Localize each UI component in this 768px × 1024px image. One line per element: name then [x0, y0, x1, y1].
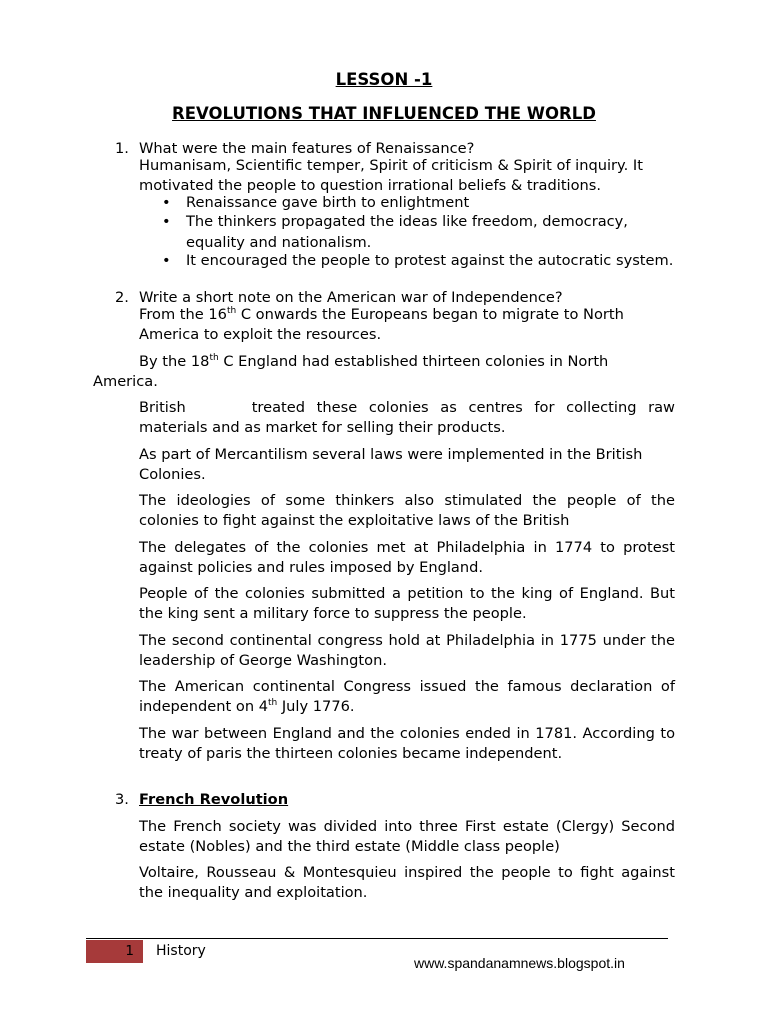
question-1-answer: Humanisam, Scientific temper, Spirit of criticism & Spirit of inquiry. It motivated the people to question irrational beliefs & traditions.: [139, 157, 643, 194]
bullet-icon: •: [162, 194, 171, 211]
footer-divider: [86, 938, 668, 939]
section-heading: French Revolution: [139, 791, 289, 808]
paragraph: The American continental Congress issued the famous declaration of independent on 4th July 1776.: [139, 678, 675, 715]
question-1-number: 1.: [115, 140, 129, 157]
bullet-icon: •: [162, 252, 171, 269]
paragraph: British treated these colonies as centres for collecting raw materials and as market for selling their products.: [139, 399, 675, 436]
paragraph: The French society was divided into three First estate (Clergy) Second estate (Nobles) and the third estate (Middle class people): [139, 818, 675, 855]
paragraph: The ideologies of some thinkers also stimulated the people of the colonies to fight against the exploitative laws of the British: [139, 492, 675, 529]
footer-section-label: History: [156, 943, 206, 959]
bullet-icon: •: [162, 213, 171, 230]
paragraph: From the 16th C onwards the Europeans began to migrate to North America to exploit the resources.: [139, 306, 624, 343]
bullet-item: The thinkers propagated the ideas like freedom, democracy, equality and nationalism.: [186, 213, 628, 251]
bullet-item: Renaissance gave birth to enlightment: [186, 194, 470, 211]
page-number-box: [86, 940, 143, 963]
paragraph: People of the colonies submitted a petition to the king of England. But the king sent a military force to suppress the people.: [139, 585, 675, 622]
question-1: What were the main features of Renaissance?: [139, 140, 475, 157]
footer-url: www.spandanamnews.blogspot.in: [414, 955, 625, 971]
paragraph: The war between England and the colonies ended in 1781. According to treaty of paris the thirteen colonies became independent.: [139, 725, 675, 762]
paragraph: The second continental congress hold at Philadelphia in 1775 under the leadership of George Washington.: [139, 632, 675, 669]
question-2: Write a short note on the American war of Independence?: [139, 289, 563, 306]
bullet-item: It encouraged the people to protest against the autocratic system.: [186, 252, 674, 269]
question-2-number: 2.: [115, 289, 129, 306]
paragraph: As part of Mercantilism several laws were implemented in the British Colonies.: [139, 446, 643, 483]
paragraph: Voltaire, Rousseau & Montesquieu inspired the people to fight against the inequality and exploitation.: [139, 864, 675, 901]
page-title: REVOLUTIONS THAT INFLUENCED THE WORLD: [172, 104, 596, 123]
question-3-number: 3.: [115, 791, 129, 808]
paragraph: The delegates of the colonies met at Philadelphia in 1774 to protest against policies and rules imposed by England.: [139, 539, 675, 576]
paragraph: By the 18th C England had established thirteen colonies in North America.: [93, 353, 609, 390]
page-number: 1: [125, 943, 134, 959]
lesson-heading: LESSON -1: [335, 70, 433, 89]
